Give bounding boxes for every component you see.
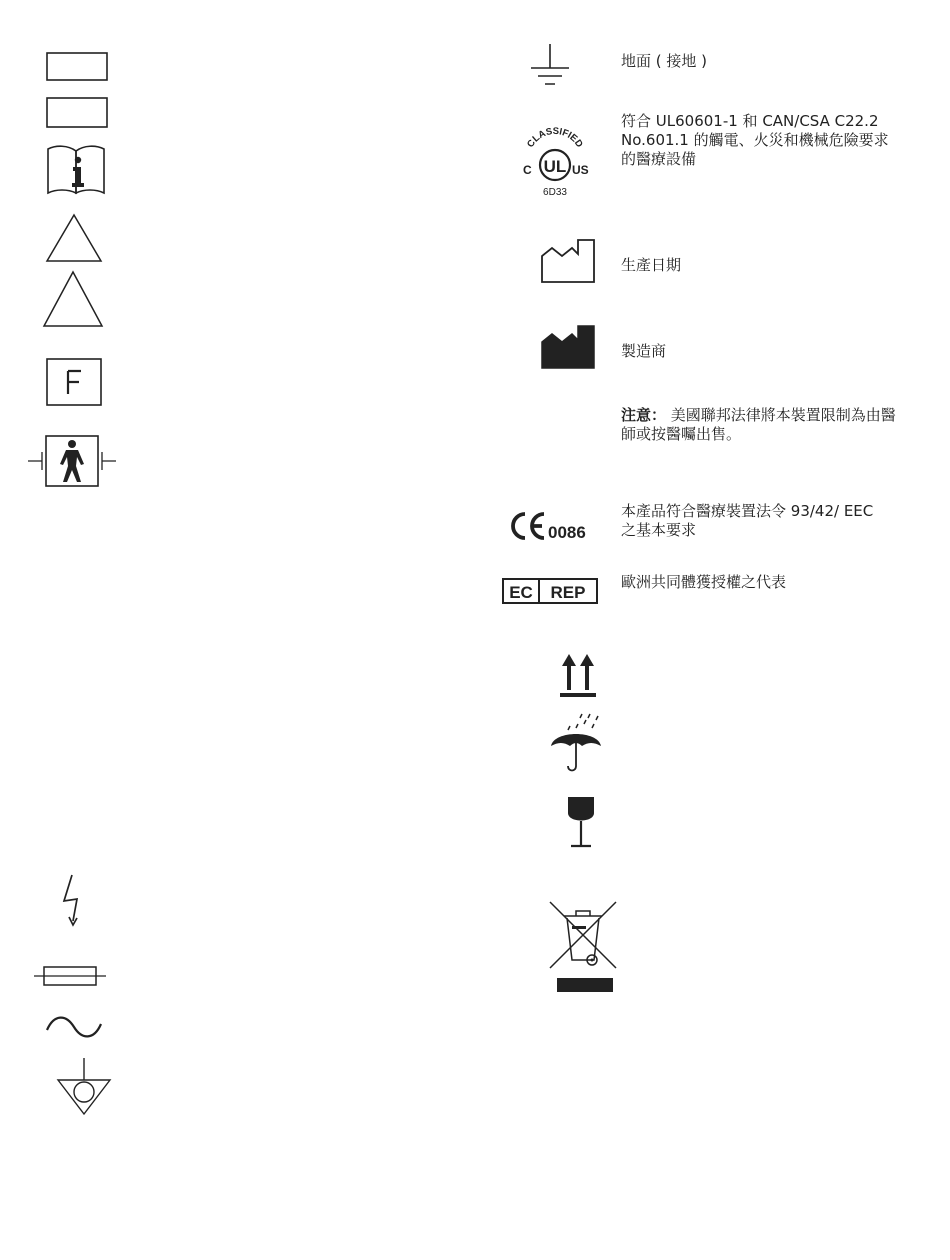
keep-dry-icon — [548, 712, 604, 774]
ground-earth-icon — [527, 42, 573, 88]
caution-description — [621, 406, 901, 444]
fuse-icon — [34, 965, 106, 987]
svg-text:CLASSIFIED — [525, 126, 585, 150]
consult-instructions-icon — [46, 143, 108, 195]
caution-text: 美國聯邦法律將本裝置限制為由醫師或按醫囑出售。 — [621, 406, 896, 443]
ec-rep-description: 歐洲共同體獲授權之代表 — [621, 573, 787, 591]
ec-label: EC — [509, 583, 533, 602]
ul-code: 6D33 — [543, 187, 567, 198]
ul-c-letter: C — [523, 163, 532, 177]
caution-label: 注意： — [621, 406, 667, 424]
equipotentiality-icon — [56, 1056, 112, 1118]
ce-number: 0086 — [548, 523, 586, 542]
ul-us-letters: US — [572, 163, 589, 177]
rectangle-symbol-icon — [46, 97, 108, 129]
dangerous-voltage-icon — [58, 873, 88, 929]
triangle-symbol-icon — [42, 270, 104, 328]
manufacturer-description: 製造商 — [621, 342, 667, 360]
fragile-icon — [566, 795, 596, 849]
triangle-symbol-icon — [45, 213, 103, 263]
ec-rep-icon — [502, 578, 598, 604]
alternating-current-icon — [44, 1012, 104, 1042]
weee-disposal-icon — [546, 898, 620, 994]
ground-description: 地面 ( 接地 ) — [621, 52, 708, 70]
rep-label: REP — [550, 583, 586, 602]
ce-description: 本產品符合醫療裝置法令 93/42/ EEC 之基本要求 — [621, 502, 874, 539]
type-f-applied-part-icon — [46, 358, 102, 406]
manufacturer-icon — [540, 324, 596, 370]
ce-mark-icon — [508, 509, 604, 543]
type-bf-applied-part-icon — [28, 434, 116, 488]
date-of-manufacture-icon — [540, 238, 596, 284]
this-way-up-icon — [558, 650, 598, 698]
ul-classified-text: CLASSIFIED — [525, 125, 585, 150]
rectangle-symbol-icon — [46, 52, 108, 82]
ul-description: 符合 UL60601-1 和 CAN/CSA C22.2 No.601.1 的觸電、火災和機械危險要求的醫療設備 — [621, 112, 889, 168]
ul-classified-mark-icon — [515, 118, 595, 204]
ul-letters: UL — [543, 157, 567, 176]
manufacture-date-description: 生產日期 — [621, 256, 682, 274]
